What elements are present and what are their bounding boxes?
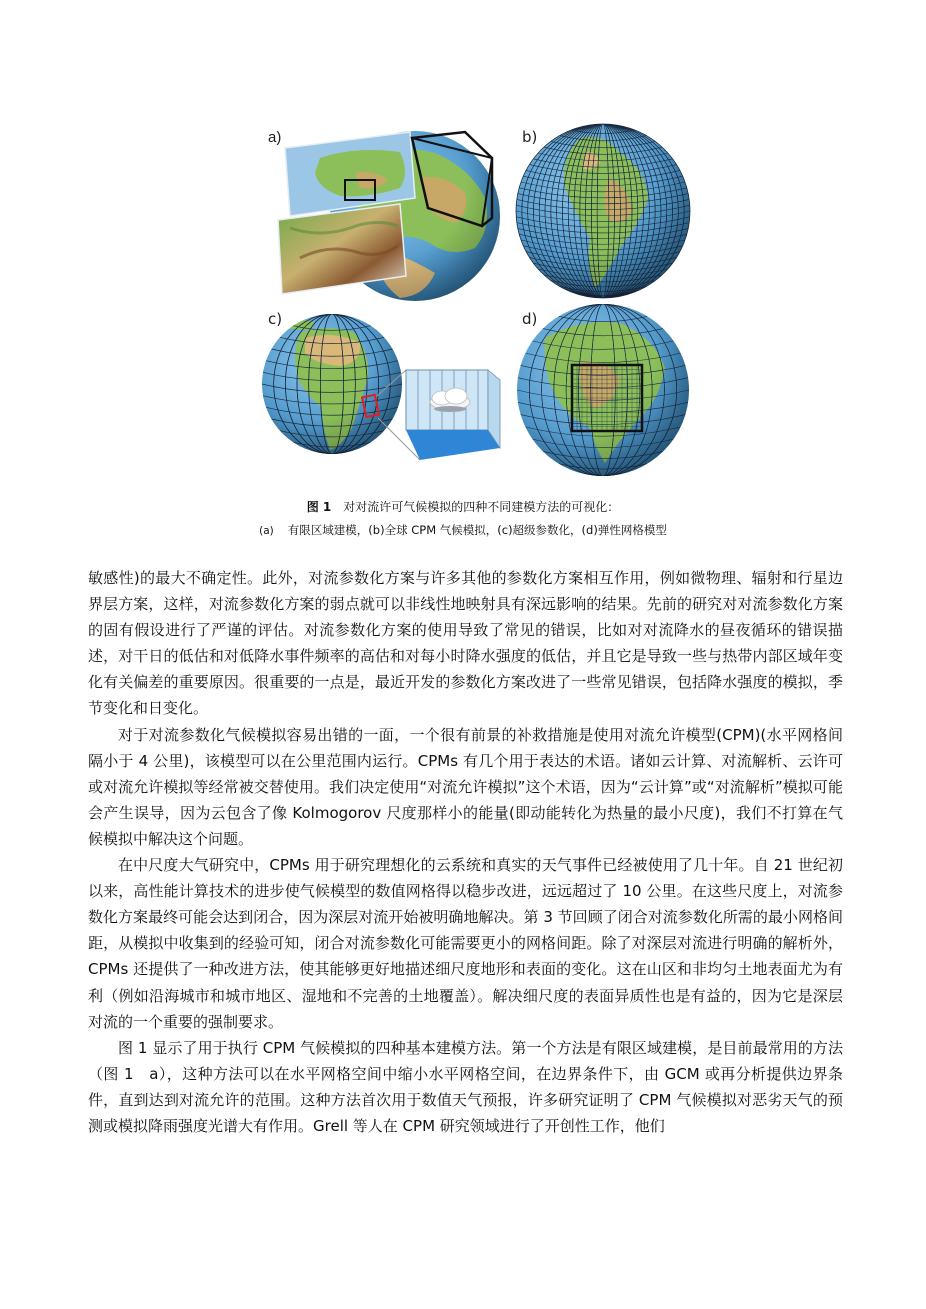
panel-d-label: d) [522, 310, 538, 328]
figure-title: 对对流许可气候模拟的四种不同建模方法的可视化： [343, 500, 620, 514]
caption-sub-a: (a) [259, 525, 274, 537]
panel-a-label: a) [268, 129, 282, 146]
panel-b-globe [516, 124, 690, 298]
caption-sub-text: 有限区域建模，(b)全球 CPM 气候模拟，(c)超级参数化，(d)弹性网格模型 [287, 523, 667, 537]
figure-1-graphic [260, 118, 708, 490]
panel-c-label: c) [268, 310, 283, 328]
body-text [88, 565, 843, 1139]
panel-c-globe [262, 314, 402, 454]
figure-caption-subtitle [0, 522, 926, 538]
paragraph: 对于对流参数化气候模拟容易出错的一面，一个很有前景的补救措施是使用对流允许模型(CPM)(水平网格间隔小于 4 公里)，该模型可以在公里范围内运行。CPMs 有几个用于表达的术语。诸如云计算、对流解析、云许可或对流允许模拟等经常被交替使用。我们决定使用“对流允许模拟”这个术语，因为“云计算”或“对流解析”模拟可能会产生误导，因为云包含了像 Kolmogorov 尺度那样小的能量(即动能转化为热量的最小尺度)，我们不打算在气候模拟中解决这个问题。 [88, 725, 843, 848]
figure-caption [0, 498, 926, 515]
paragraph: 图 1 显示了用于执行 CPM 气候模拟的四种基本建模方法。第一个方法是有限区域建模，是目前最常用的方法（图 1 a），这种方法可以在水平网格空间中缩小水平网格空间，在边界条件下，由 GCM 或再分析提供边界条件，直到达到对流允许的范围。这种方法首次用于数值天气预报，许多研究证明了 CPM 气候模拟对恶劣天气的预测或模拟降雨强度光谱大有作用。Grell 等人在 CPM 研究领域进行了开创性工作，他们 [88, 1038, 843, 1135]
panel-d-globe [517, 304, 689, 476]
paragraph: 在中尺度大气研究中，CPMs 用于研究理想化的云系统和真实的天气事件已经被使用了几十年。自 21 世纪初以来，高性能计算技术的进步使气候模型的数值网格得以稳步改进，远远超过了 10 公里。在这些尺度上，对流参数化方案最终可能会达到闭合，因为深层对流开始被明确地解决。第 3 节回顾了闭合对流参数化所需的最小网格间距，从模拟中收集到的经验可知，闭合对流参数化可能需要更小的网格间距。除了对深层对流进行明确的解析外，CPMs 还提供了一种改进方法，使其能够更好地描述细尺度地形和表面的变化。这在山区和非均匀土地表面尤为有利（例如沿海城市和城市地区、湿地和不完善的土地覆盖）。解决细尺度的表面异质性也是有益的，因为它是深层对流的一个重要的强制要求。 [88, 856, 843, 1031]
paragraph: 敏感性)的最大不确定性。此外，对流参数化方案与许多其他的参数化方案相互作用，例如微物理、辐射和行星边界层方案，这样，对流参数化方案的弱点就可以非线性地映射具有深远影响的结果。先前的研究对对流参数化方案的固有假设进行了严谨的评估。对流参数化方案的使用导致了常见的错误，比如对对流降水的昼夜循环的错误描述，对干日的低估和对低降水事件频率的高估和对每小时降水强度的低估，并且它是导致一些与热带内部区域年变化有关偏差的重要原因。很重要的一点是，最近开发的参数化方案改进了一些常见错误，包括降水强度的模拟，季节变化和日变化。 [88, 569, 843, 718]
panel-b-label: b) [522, 128, 538, 146]
figure-number: 图 1 [306, 500, 332, 514]
figure-1 [260, 118, 708, 490]
